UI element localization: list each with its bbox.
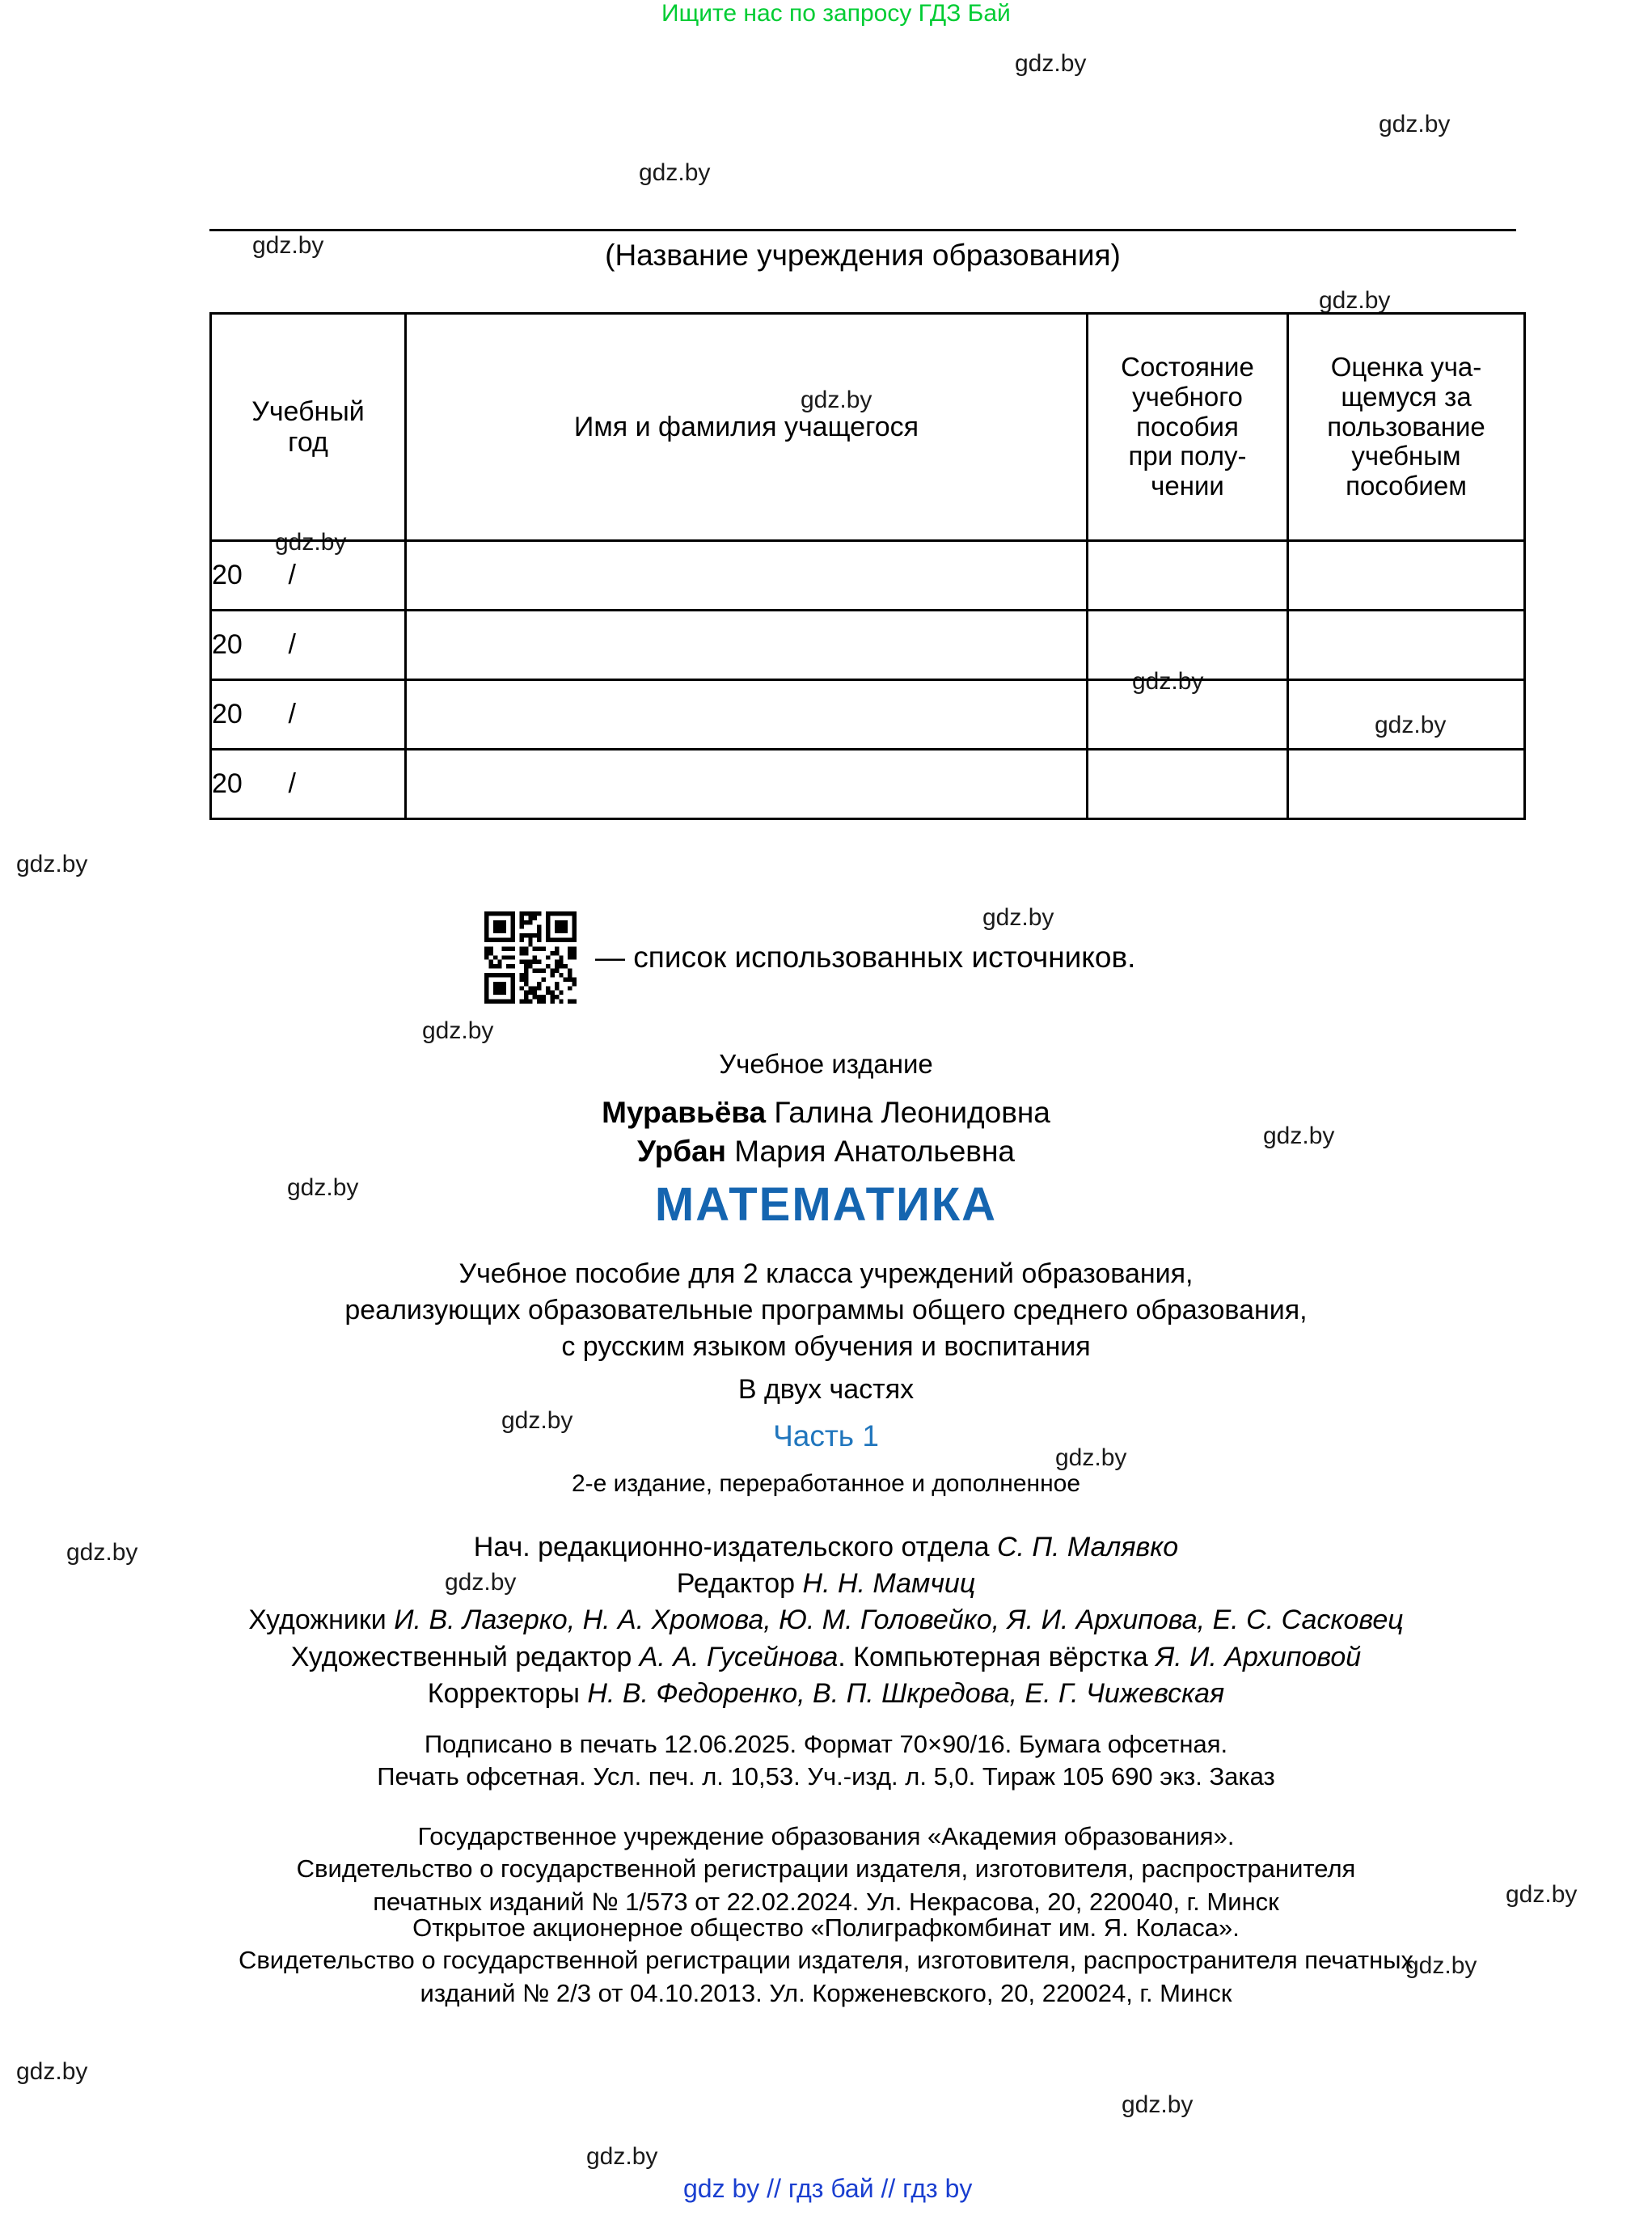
promo-banner xyxy=(661,0,1011,27)
watermark-text: gdz.by xyxy=(66,1539,138,1566)
description-line-2: реализующих образовательные программы общего среднего образования, xyxy=(344,1295,1308,1326)
edition-label: Учебное издание xyxy=(719,1049,933,1079)
author-1-given: Галина Леонидовна xyxy=(766,1096,1050,1129)
cell-year[interactable]: 20 / xyxy=(211,680,406,750)
description-line-3: с русским языком обучения и воспитания xyxy=(561,1331,1091,1363)
institution-caption: (Название учреждения образования) xyxy=(605,239,1121,272)
parts-label: В двух частях xyxy=(737,1374,915,1405)
table-header-student-grade: Оценка уча- щемуся за пользование учебным пособием xyxy=(1288,314,1525,541)
cell-year[interactable]: 20 / xyxy=(211,611,406,680)
cell-grade[interactable] xyxy=(1288,611,1525,680)
cell-grade[interactable] xyxy=(1288,680,1525,750)
watermark-text: gdz.by xyxy=(1506,1881,1578,1908)
author-1-surname: Муравьёва xyxy=(602,1096,767,1129)
printer-line-3: изданий № 2/3 от 04.10.2013. Ул. Корженевского, 20, 220024, г. Минск xyxy=(420,1978,1232,2007)
cell-grade[interactable] xyxy=(1288,750,1525,819)
cell-student-name[interactable] xyxy=(406,680,1088,750)
site-footer-text: gdz by // гдз бай // гдз by xyxy=(683,2174,973,2203)
credit-art-editor-and-layout xyxy=(0,1639,1652,1676)
watermark-text: gdz.by xyxy=(16,851,88,877)
publisher-line-2: Свидетельство о государственной регистрации издателя, изготовителя, распространителя xyxy=(296,1854,1356,1884)
textbook-record-table-wrapper xyxy=(209,312,1516,820)
watermark-text: gdz.by xyxy=(1375,712,1447,738)
credit-editor xyxy=(0,1566,1652,1602)
cell-condition[interactable] xyxy=(1088,680,1288,750)
description-line-1: Учебное пособие для 2 класса учреждений образования, xyxy=(458,1258,1194,1289)
table-row xyxy=(211,680,1525,750)
print-info-line-2: Печать офсетная. Усл. печ. л. 10,53. Уч.-изд. л. 5,0. Тираж 105 690 экз. Заказ xyxy=(377,1762,1275,1791)
watermark-text: gdz.by xyxy=(252,232,324,259)
credit-head-editor-name: С. П. Малявко xyxy=(996,1532,1179,1562)
credit-artists-names: И. В. Лазерко, Н. А. Хромова, Ю. М. Головейко, Я. И. Архипова, Е. С. Сасковец xyxy=(394,1605,1404,1636)
table-header-year: Учебный год xyxy=(211,314,406,541)
author-2-surname: Урбан xyxy=(637,1135,727,1168)
watermark-text: gdz.by xyxy=(801,387,872,413)
cell-condition[interactable] xyxy=(1088,750,1288,819)
author-line-2 xyxy=(0,1135,1652,1169)
institution-rule xyxy=(209,229,1516,231)
table-header-student-name: Имя и фамилия учащегося xyxy=(406,314,1088,541)
watermark-text: gdz.by xyxy=(1015,50,1087,77)
watermark-text: gdz.by xyxy=(1055,1444,1127,1471)
printer-block xyxy=(0,1912,1652,2010)
credit-head-editor-label: Нач. редакционно-издательского отдела xyxy=(473,1532,997,1562)
watermark-text: gdz.by xyxy=(1122,2091,1194,2118)
promo-banner-text: Ищите нас по запросу ГДЗ Бай xyxy=(661,0,1011,27)
textbook-record-table xyxy=(209,312,1526,820)
watermark-text: gdz.by xyxy=(275,529,347,556)
credits-block xyxy=(0,1529,1652,1712)
cell-condition[interactable] xyxy=(1088,541,1288,611)
credit-layout-name: Я. И. Архиповой xyxy=(1156,1641,1362,1672)
watermark-text: gdz.by xyxy=(16,2058,88,2085)
qr-caption: — список использованных источников. xyxy=(595,941,1136,974)
book-description xyxy=(0,1256,1652,1366)
cell-student-name[interactable] xyxy=(406,541,1088,611)
credit-proofreaders-label: Корректоры xyxy=(427,1677,588,1709)
credit-head-editor xyxy=(0,1529,1652,1566)
credit-layout-label: . Компьютерная вёрстка xyxy=(838,1641,1156,1672)
part-label: Часть 1 xyxy=(773,1419,879,1452)
credit-proofreaders-names: Н. В. Федоренко, В. П. Шкредова, Е. Г. Чижевская xyxy=(587,1677,1225,1709)
qr-code-icon[interactable] xyxy=(484,911,577,1004)
watermark-text: gdz.by xyxy=(287,1174,359,1201)
credit-proofreaders xyxy=(0,1676,1652,1712)
cell-year[interactable]: 20 / xyxy=(211,541,406,611)
printer-line-1: Открытое акционерное общество «Полиграфкомбинат им. Я. Коласа». xyxy=(412,1913,1240,1942)
table-body xyxy=(211,541,1525,819)
table-header-condition-on-receipt: Состояние учебного пособия при полу- чении xyxy=(1088,314,1288,541)
watermark-text: gdz.by xyxy=(422,1017,494,1044)
cell-condition[interactable] xyxy=(1088,611,1288,680)
book-title: МАТЕМАТИКА xyxy=(654,1178,998,1231)
table-row xyxy=(211,750,1525,819)
cell-student-name[interactable] xyxy=(406,611,1088,680)
cell-year[interactable]: 20 / xyxy=(211,750,406,819)
credit-artists-label: Художники xyxy=(248,1605,395,1636)
watermark-text: gdz.by xyxy=(501,1407,573,1434)
watermark-text: gdz.by xyxy=(1379,111,1451,137)
printer-line-2: Свидетельство о государственной регистрации издателя, изготовителя, распространителя печатных xyxy=(238,1946,1414,1975)
watermark-text: gdz.by xyxy=(1319,287,1391,314)
table-row xyxy=(211,541,1525,611)
credit-art-editor-label: Художественный редактор xyxy=(290,1641,640,1672)
print-info-line-1: Подписано в печать 12.06.2025. Формат 70×90/16. Бумага офсетная. xyxy=(424,1730,1228,1758)
publisher-block xyxy=(0,1820,1652,1918)
watermark-text: gdz.by xyxy=(1132,668,1204,695)
author-2-given: Мария Анатольевна xyxy=(726,1135,1015,1168)
table-row xyxy=(211,611,1525,680)
site-footer-link[interactable] xyxy=(683,2174,972,2204)
author-line-1 xyxy=(0,1096,1652,1130)
watermark-text: gdz.by xyxy=(586,2143,658,2170)
watermark-text: gdz.by xyxy=(982,904,1054,931)
publisher-line-3: печатных изданий № 1/573 от 22.02.2024. Ул. Некрасова, 20, 220040, г. Минск xyxy=(373,1887,1279,1916)
table-header-row xyxy=(211,314,1525,541)
credit-editor-name: Н. Н. Мамчиц xyxy=(802,1568,976,1600)
credit-artists xyxy=(0,1602,1652,1638)
edition-note: 2-е издание, переработанное и дополненное xyxy=(571,1470,1081,1497)
publisher-line-1: Государственное учреждение образования «Академия образования». xyxy=(417,1822,1235,1850)
watermark-text: gdz.by xyxy=(639,159,711,186)
watermark-text: gdz.by xyxy=(1263,1123,1335,1149)
cell-student-name[interactable] xyxy=(406,750,1088,819)
credit-editor-label: Редактор xyxy=(676,1568,803,1600)
cell-grade[interactable] xyxy=(1288,541,1525,611)
sources-qr-block xyxy=(484,911,1135,1004)
watermark-text: gdz.by xyxy=(1405,1952,1477,1979)
watermark-text: gdz.by xyxy=(445,1569,517,1596)
print-info-block xyxy=(0,1728,1652,1794)
credit-art-editor-name: А. А. Гусейнова xyxy=(639,1641,839,1672)
